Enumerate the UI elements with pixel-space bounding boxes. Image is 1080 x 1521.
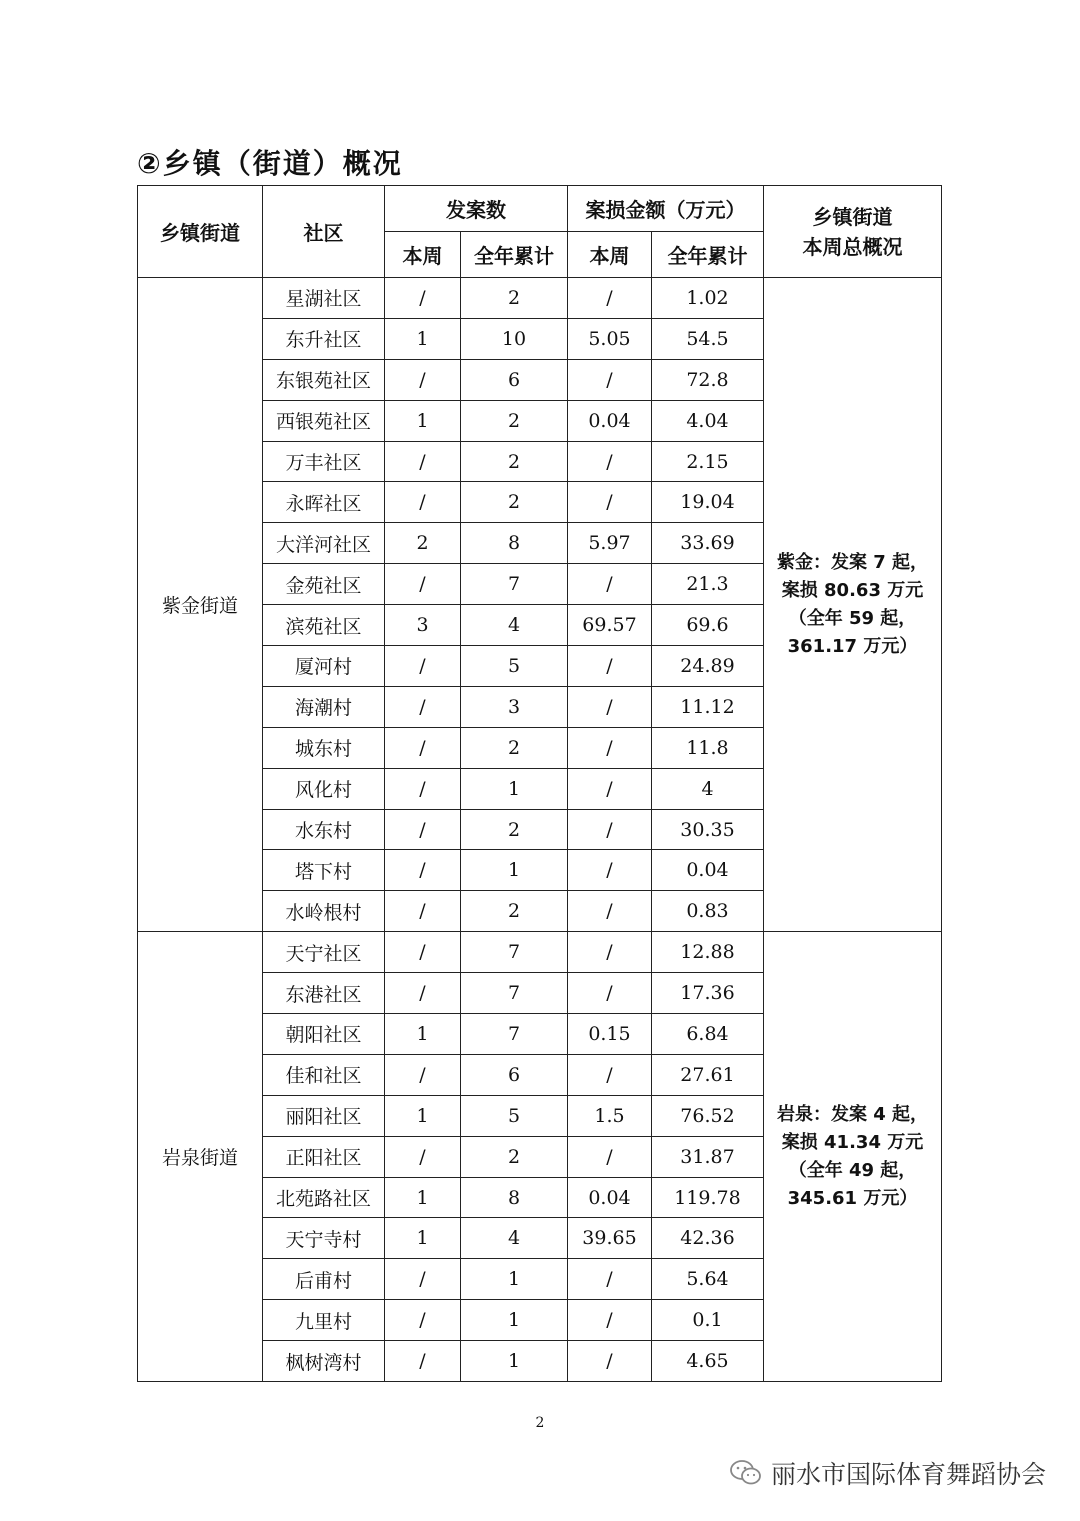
loss-year-cell: 30.35 [652,809,764,850]
table-row [138,278,942,319]
loss-year-cell: 72.8 [652,359,764,400]
cases-week-cell: / [385,482,461,523]
community-cell: 正阳社区 [263,1136,385,1177]
cases-year-cell: 8 [461,523,568,564]
loss-year-cell: 11.8 [652,727,764,768]
loss-year-cell: 54.5 [652,318,764,359]
cases-week-cell: / [385,850,461,891]
cases-year-cell: 8 [461,1177,568,1218]
loss-year-cell: 2.15 [652,441,764,482]
cases-week-cell: / [385,768,461,809]
loss-year-cell: 6.84 [652,1014,764,1055]
cases-year-cell: 7 [461,1014,568,1055]
cases-year-cell: 1 [461,1259,568,1300]
loss-week-cell: / [568,850,652,891]
cases-week-cell: / [385,564,461,605]
summary-line: 岩泉：发案 4 起， [776,1103,929,1125]
header-cases-year: 全年累计 [461,232,568,278]
cases-week-cell: / [385,1054,461,1095]
loss-year-cell: 0.1 [652,1300,764,1341]
loss-week-cell: 1.5 [568,1095,652,1136]
summary-line: 紫金：发案 7 起， [776,551,929,573]
street-summary-cell [764,278,942,932]
cases-week-cell: / [385,932,461,973]
loss-year-cell: 5.64 [652,1259,764,1300]
loss-year-cell: 76.52 [652,1095,764,1136]
loss-week-cell: 0.15 [568,1014,652,1055]
community-cell: 星湖社区 [263,278,385,319]
loss-week-cell: / [568,278,652,319]
community-cell: 丽阳社区 [263,1095,385,1136]
cases-year-cell: 2 [461,400,568,441]
cases-year-cell: 1 [461,1341,568,1382]
summary-line: 案损 41.34 万元 [781,1131,924,1153]
street-name-cell: 岩泉街道 [138,932,263,1382]
community-cell: 朝阳社区 [263,1014,385,1055]
loss-week-cell: / [568,768,652,809]
township-overview-table [137,185,942,1382]
community-cell: 永晖社区 [263,482,385,523]
cases-week-cell: / [385,1300,461,1341]
cases-week-cell: 1 [385,1218,461,1259]
loss-week-cell: / [568,891,652,932]
loss-week-cell: / [568,646,652,687]
loss-week-cell: 69.57 [568,605,652,646]
cases-year-cell: 1 [461,850,568,891]
loss-week-cell: / [568,727,652,768]
community-cell: 滨苑社区 [263,605,385,646]
loss-year-cell: 4 [652,768,764,809]
cases-week-cell: / [385,1341,461,1382]
cases-year-cell: 2 [461,1136,568,1177]
cases-year-cell: 2 [461,727,568,768]
header-summary-line1: 乡镇街道 [812,204,893,229]
loss-week-cell: / [568,441,652,482]
header-cases-week: 本周 [385,232,461,278]
loss-week-cell: 0.04 [568,1177,652,1218]
cases-year-cell: 5 [461,646,568,687]
loss-year-cell: 4.04 [652,400,764,441]
loss-year-cell: 12.88 [652,932,764,973]
community-cell: 北苑路社区 [263,1177,385,1218]
community-cell: 佳和社区 [263,1054,385,1095]
loss-week-cell: 39.65 [568,1218,652,1259]
cases-week-cell: / [385,891,461,932]
loss-year-cell: 33.69 [652,523,764,564]
cases-year-cell: 4 [461,605,568,646]
cases-year-cell: 2 [461,891,568,932]
loss-week-cell: / [568,359,652,400]
watermark-text: 丽水市国际体育舞蹈协会 [770,1460,1046,1489]
cases-week-cell: 1 [385,318,461,359]
loss-year-cell: 24.89 [652,646,764,687]
loss-week-cell: / [568,1054,652,1095]
community-cell: 金苑社区 [263,564,385,605]
community-cell: 大洋河社区 [263,523,385,564]
loss-week-cell: / [568,1136,652,1177]
loss-year-cell: 19.04 [652,482,764,523]
summary-line: 361.17 万元） [787,635,918,657]
summary-line: 345.61 万元） [787,1187,918,1209]
loss-week-cell: / [568,1259,652,1300]
loss-week-cell: / [568,1341,652,1382]
street-summary-cell [764,932,942,1382]
header-summary-line2: 本周总概况 [802,234,903,259]
summary-line: （全年 49 起， [788,1159,917,1181]
cases-year-cell: 1 [461,768,568,809]
wechat-icon [729,1459,763,1487]
cases-year-cell: 7 [461,973,568,1014]
loss-week-cell: 0.04 [568,400,652,441]
cases-week-cell: / [385,973,461,1014]
header-loss: 案损金额（万元） [568,186,764,232]
cases-week-cell: / [385,1259,461,1300]
header-summary [764,186,942,278]
cases-year-cell: 5 [461,1095,568,1136]
loss-week-cell: / [568,809,652,850]
cases-week-cell: / [385,1136,461,1177]
page-number: 2 [535,1415,545,1431]
community-cell: 塔下村 [263,850,385,891]
community-cell: 城东村 [263,727,385,768]
header-loss-year: 全年累计 [652,232,764,278]
loss-year-cell: 27.61 [652,1054,764,1095]
community-cell: 水岭根村 [263,891,385,932]
header-cases: 发案数 [385,186,568,232]
street-name-cell: 紫金街道 [138,278,263,932]
cases-week-cell: / [385,686,461,727]
loss-year-cell: 31.87 [652,1136,764,1177]
community-cell: 东升社区 [263,318,385,359]
community-cell: 九里村 [263,1300,385,1341]
summary-line: 案损 80.63 万元 [781,579,924,601]
cases-week-cell: / [385,727,461,768]
loss-week-cell: 5.97 [568,523,652,564]
section-heading: ②乡镇（街道）概况 [137,147,403,180]
table-body [138,278,942,1382]
cases-week-cell: / [385,809,461,850]
loss-year-cell: 0.04 [652,850,764,891]
cases-week-cell: / [385,441,461,482]
community-cell: 枫树湾村 [263,1341,385,1382]
header-loss-week: 本周 [568,232,652,278]
loss-week-cell: / [568,686,652,727]
community-cell: 天宁寺村 [263,1218,385,1259]
cases-week-cell: / [385,278,461,319]
cases-week-cell: / [385,359,461,400]
cases-year-cell: 7 [461,564,568,605]
community-cell: 东银苑社区 [263,359,385,400]
community-cell: 天宁社区 [263,932,385,973]
community-cell: 万丰社区 [263,441,385,482]
loss-year-cell: 119.78 [652,1177,764,1218]
watermark [729,1455,1046,1491]
loss-week-cell: / [568,564,652,605]
cases-year-cell: 2 [461,278,568,319]
loss-year-cell: 4.65 [652,1341,764,1382]
loss-week-cell: / [568,1300,652,1341]
community-cell: 厦河村 [263,646,385,687]
cases-year-cell: 2 [461,482,568,523]
community-cell: 海潮村 [263,686,385,727]
cases-week-cell: 1 [385,1177,461,1218]
summary-line: （全年 59 起， [788,607,917,629]
cases-year-cell: 7 [461,932,568,973]
cases-week-cell: / [385,646,461,687]
loss-week-cell: / [568,932,652,973]
loss-year-cell: 0.83 [652,891,764,932]
loss-week-cell: / [568,973,652,1014]
cases-year-cell: 3 [461,686,568,727]
cases-year-cell: 1 [461,1300,568,1341]
cases-week-cell: 1 [385,400,461,441]
cases-year-cell: 6 [461,1054,568,1095]
community-cell: 水东村 [263,809,385,850]
cases-year-cell: 6 [461,359,568,400]
community-cell: 西银苑社区 [263,400,385,441]
loss-year-cell: 42.36 [652,1218,764,1259]
cases-year-cell: 10 [461,318,568,359]
community-cell: 东港社区 [263,973,385,1014]
header-street: 乡镇街道 [138,186,263,278]
loss-week-cell: 5.05 [568,318,652,359]
cases-year-cell: 4 [461,1218,568,1259]
cases-week-cell: 1 [385,1014,461,1055]
cases-week-cell: 2 [385,523,461,564]
cases-year-cell: 2 [461,441,568,482]
loss-year-cell: 17.36 [652,973,764,1014]
community-cell: 风化村 [263,768,385,809]
header-community: 社区 [263,186,385,278]
loss-year-cell: 21.3 [652,564,764,605]
cases-year-cell: 2 [461,809,568,850]
loss-year-cell: 11.12 [652,686,764,727]
table-row [138,932,942,973]
community-cell: 后甫村 [263,1259,385,1300]
loss-week-cell: / [568,482,652,523]
loss-year-cell: 1.02 [652,278,764,319]
loss-year-cell: 69.6 [652,605,764,646]
cases-week-cell: 1 [385,1095,461,1136]
cases-week-cell: 3 [385,605,461,646]
